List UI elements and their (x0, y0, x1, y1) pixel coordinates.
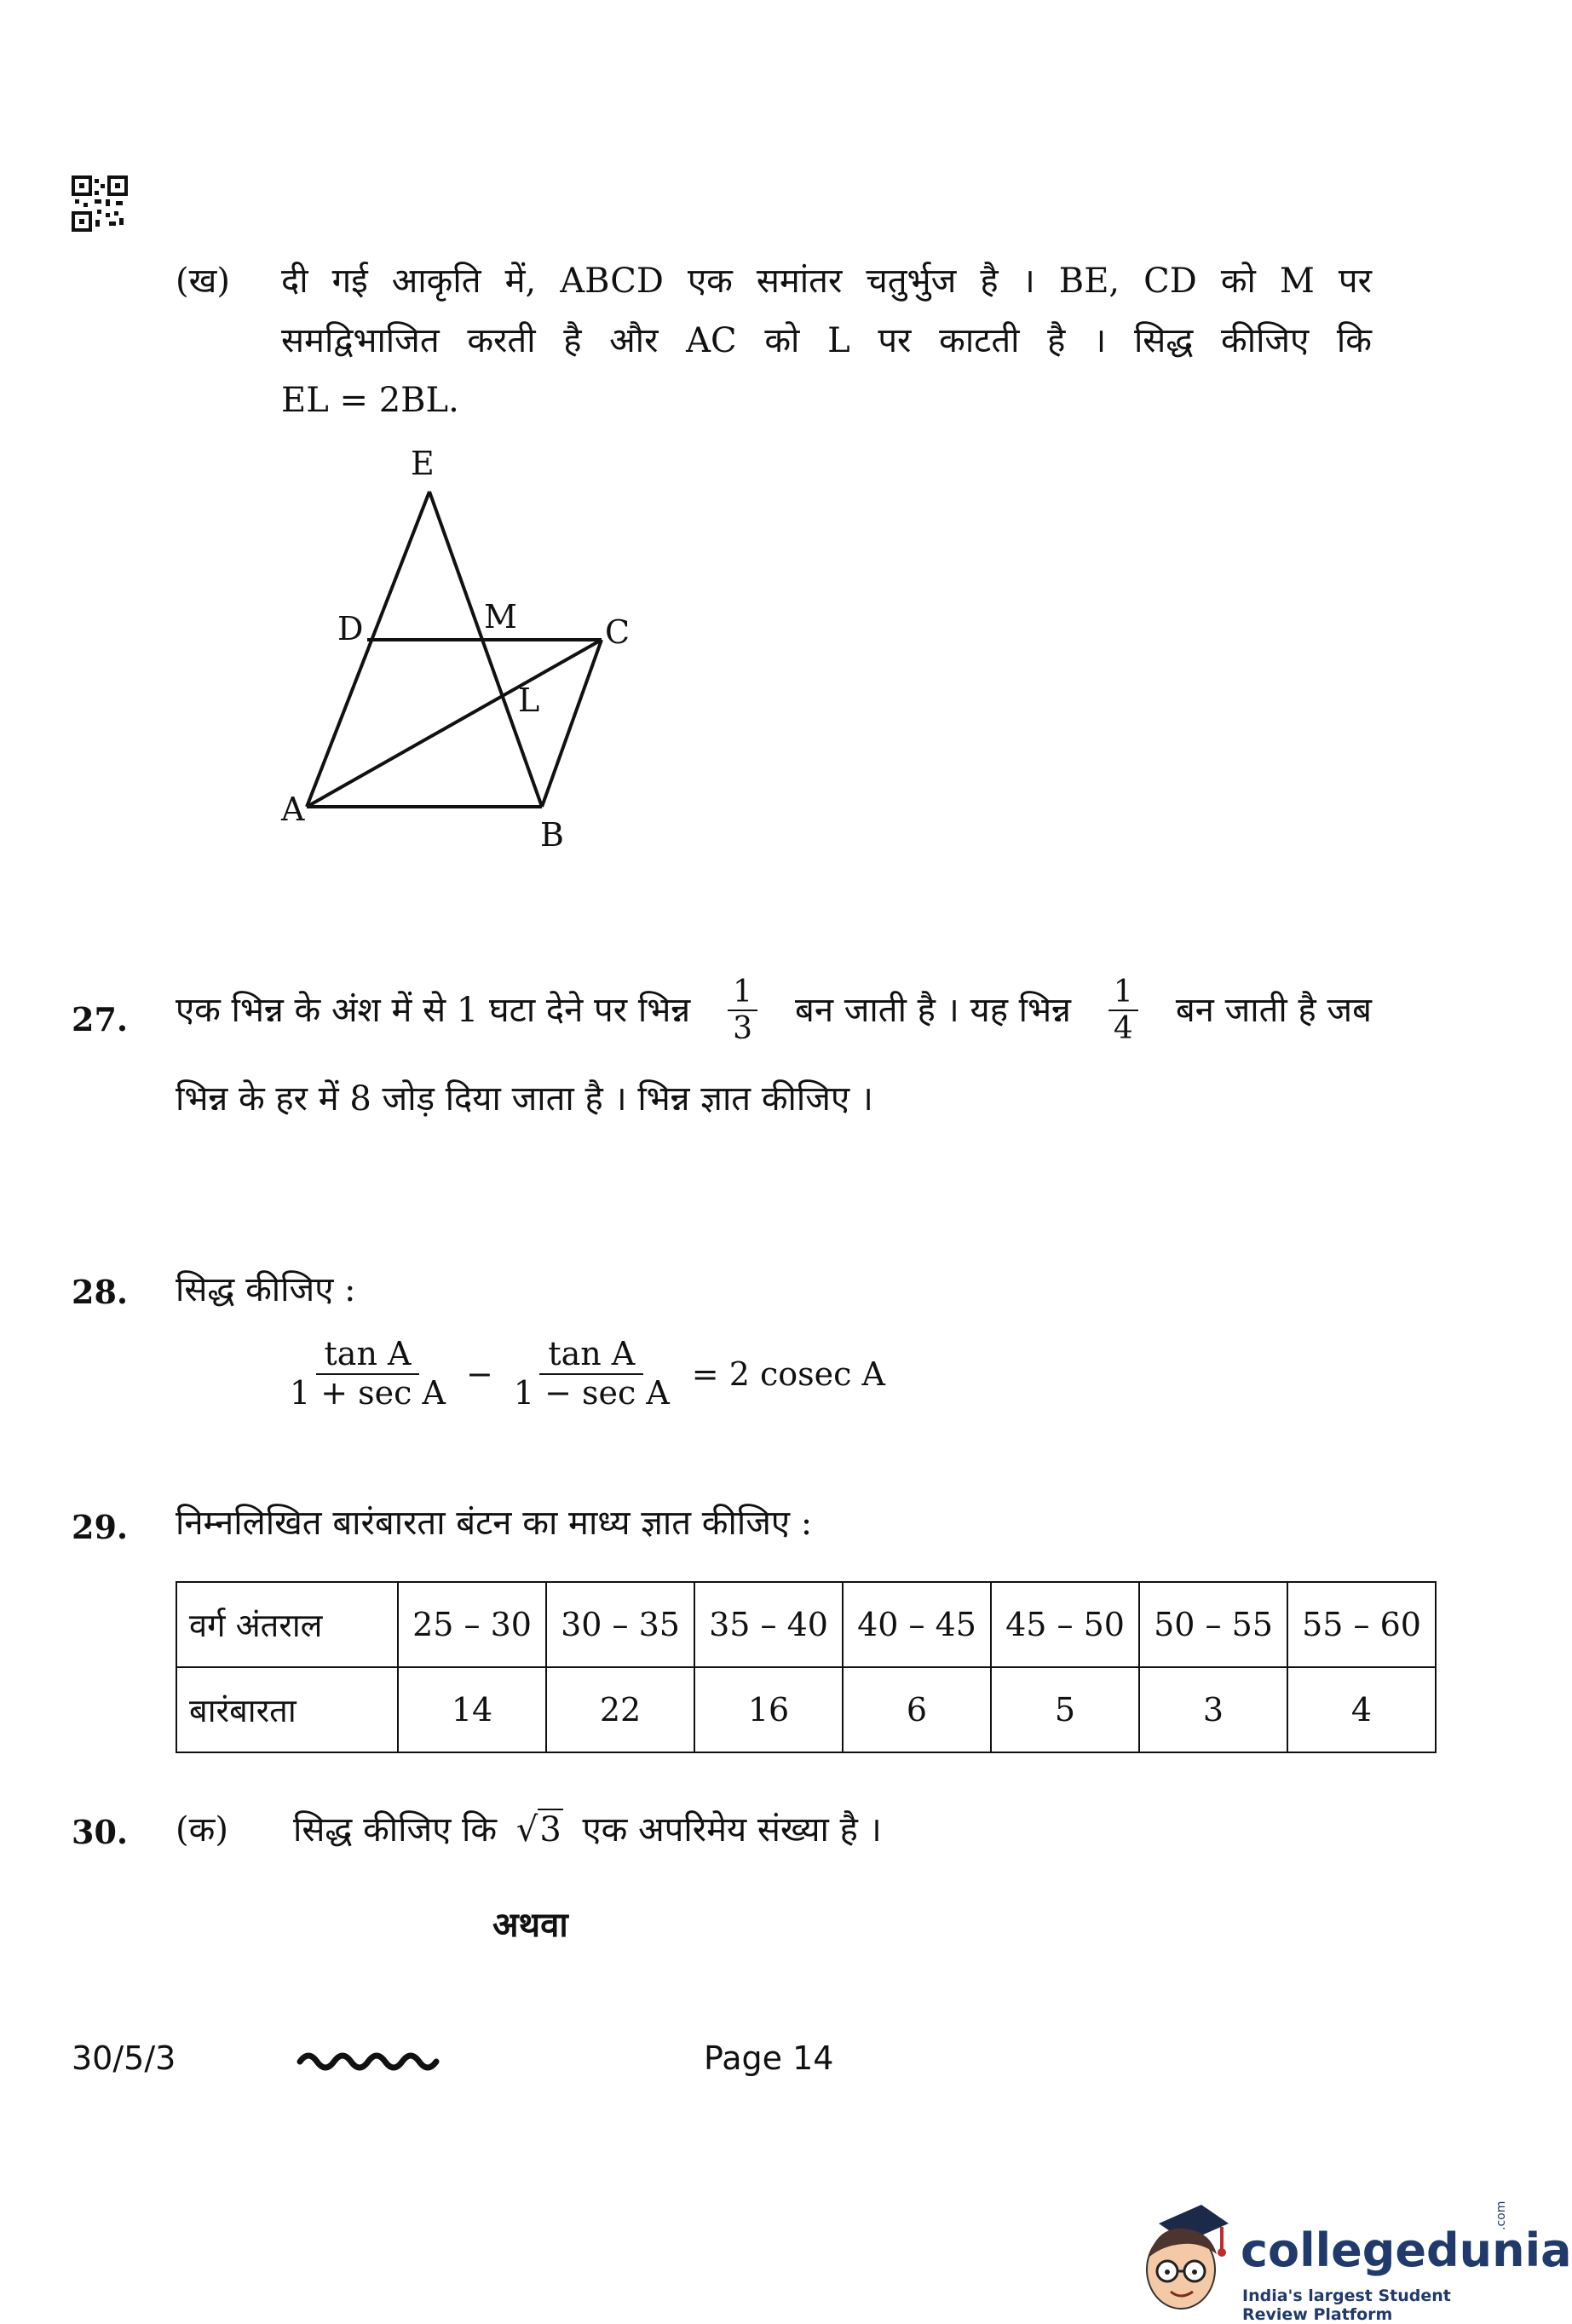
or-separator: अथवा (492, 1905, 568, 1945)
frequency-table (176, 1581, 1437, 1753)
q27-text-a: एक भिन्न के अंश में से 1 घटा देने पर भिन्न (176, 991, 691, 1031)
q27-number: 27. (72, 1000, 129, 1038)
q26b-label: (ख) (176, 262, 230, 301)
q28-rhs: = 2 cosec A (691, 1355, 885, 1393)
q28-fraction-1: $\frac{\text{tan A}}{\text{1 + sec A}}$ (290, 1335, 446, 1412)
table-cell: 3 (1139, 1667, 1287, 1752)
table-cell: 6 (843, 1667, 991, 1752)
q28-prompt: सिद्ध कीजिए : (176, 1270, 356, 1309)
table-row-header-frequency: बारंबारता (176, 1667, 398, 1752)
table-row-header-interval: वर्ग अंतराल (176, 1582, 398, 1667)
collegedunia-watermark (1133, 2198, 1572, 2324)
q27-fraction-2: $\frac{1}{4}$ (1108, 975, 1138, 1047)
qr-code (72, 175, 128, 232)
q28-equation (281, 1336, 885, 1412)
q28-number: 28. (72, 1273, 129, 1311)
table-cell: 22 (546, 1667, 694, 1752)
parallelogram-figure (264, 439, 656, 856)
label-b: B (540, 816, 564, 854)
q30-text-b: एक अपरिमेय संख्या है । (582, 1810, 882, 1849)
tilde-ornament (297, 2048, 436, 2070)
table-cell: 14 (398, 1667, 546, 1752)
label-m: M (484, 598, 517, 636)
table-cell: 45 – 50 (991, 1582, 1139, 1667)
q30-number: 30. (72, 1813, 129, 1851)
q29-prompt: निम्नलिखित बारंबारता बंटन का माध्य ज्ञात कीजिए : (176, 1504, 813, 1543)
q27-text-b: बन जाती है । यह भिन्न (795, 991, 1071, 1031)
table-row (176, 1667, 1436, 1752)
q26b-line-3: EL = 2BL. (281, 381, 459, 420)
q28-fraction-2: $\frac{\text{tan A}}{\text{1 − sec A}}$ (513, 1335, 670, 1412)
table-cell: 4 (1287, 1667, 1436, 1752)
table-cell: 30 – 35 (546, 1582, 694, 1667)
label-c: C (605, 613, 631, 651)
label-e: E (411, 445, 435, 482)
q27-line-2: भिन्न के हर में 8 जोड़ दिया जाता है । भिन्न ज्ञात कीजिए । (176, 1079, 873, 1119)
q29-number: 29. (72, 1508, 129, 1546)
table-cell: 16 (694, 1667, 843, 1752)
label-d: D (337, 610, 364, 647)
q26b-line-2: समद्विभाजित करती है और AC को L पर काटती है । सिद्ध कीजिए कि (281, 321, 1372, 360)
paper-code: 30/5/3 (72, 2039, 176, 2077)
table-row (176, 1582, 1436, 1667)
q30-label: (क) (176, 1810, 228, 1849)
q26b-line-1: दी गई आकृति में, ABCD एक समांतर चतुर्भुज है । BE, CD को M पर (281, 262, 1372, 301)
label-l: L (518, 682, 540, 719)
table-cell: 55 – 60 (1287, 1582, 1436, 1667)
table-cell: 40 – 45 (843, 1582, 991, 1667)
q27-fraction-1: $\frac{1}{3}$ (728, 975, 757, 1047)
table-cell: 35 – 40 (694, 1582, 843, 1667)
q28-minus: − (465, 1355, 493, 1393)
table-cell: 5 (991, 1667, 1139, 1752)
label-a: A (281, 791, 305, 828)
table-cell: 25 – 30 (398, 1582, 546, 1667)
table-cell: 50 – 55 (1139, 1582, 1287, 1667)
brand-tagline: India's largest Student Review Platform (1242, 2287, 1451, 2324)
mascot-icon (1133, 2198, 1235, 2317)
q30-text-a: सिद्ध कीजिए कि (293, 1810, 498, 1849)
brand-name: collegedunia (1241, 2223, 1572, 2277)
sqrt-3: √3 (515, 1810, 561, 1849)
q27-text-c: बन जाती है जब (1175, 991, 1372, 1031)
brand-domain: .com (1494, 2200, 1508, 2230)
q27-line-1 (176, 975, 1372, 1047)
page-number: Page 14 (704, 2039, 834, 2077)
q30-statement (293, 1809, 882, 1850)
